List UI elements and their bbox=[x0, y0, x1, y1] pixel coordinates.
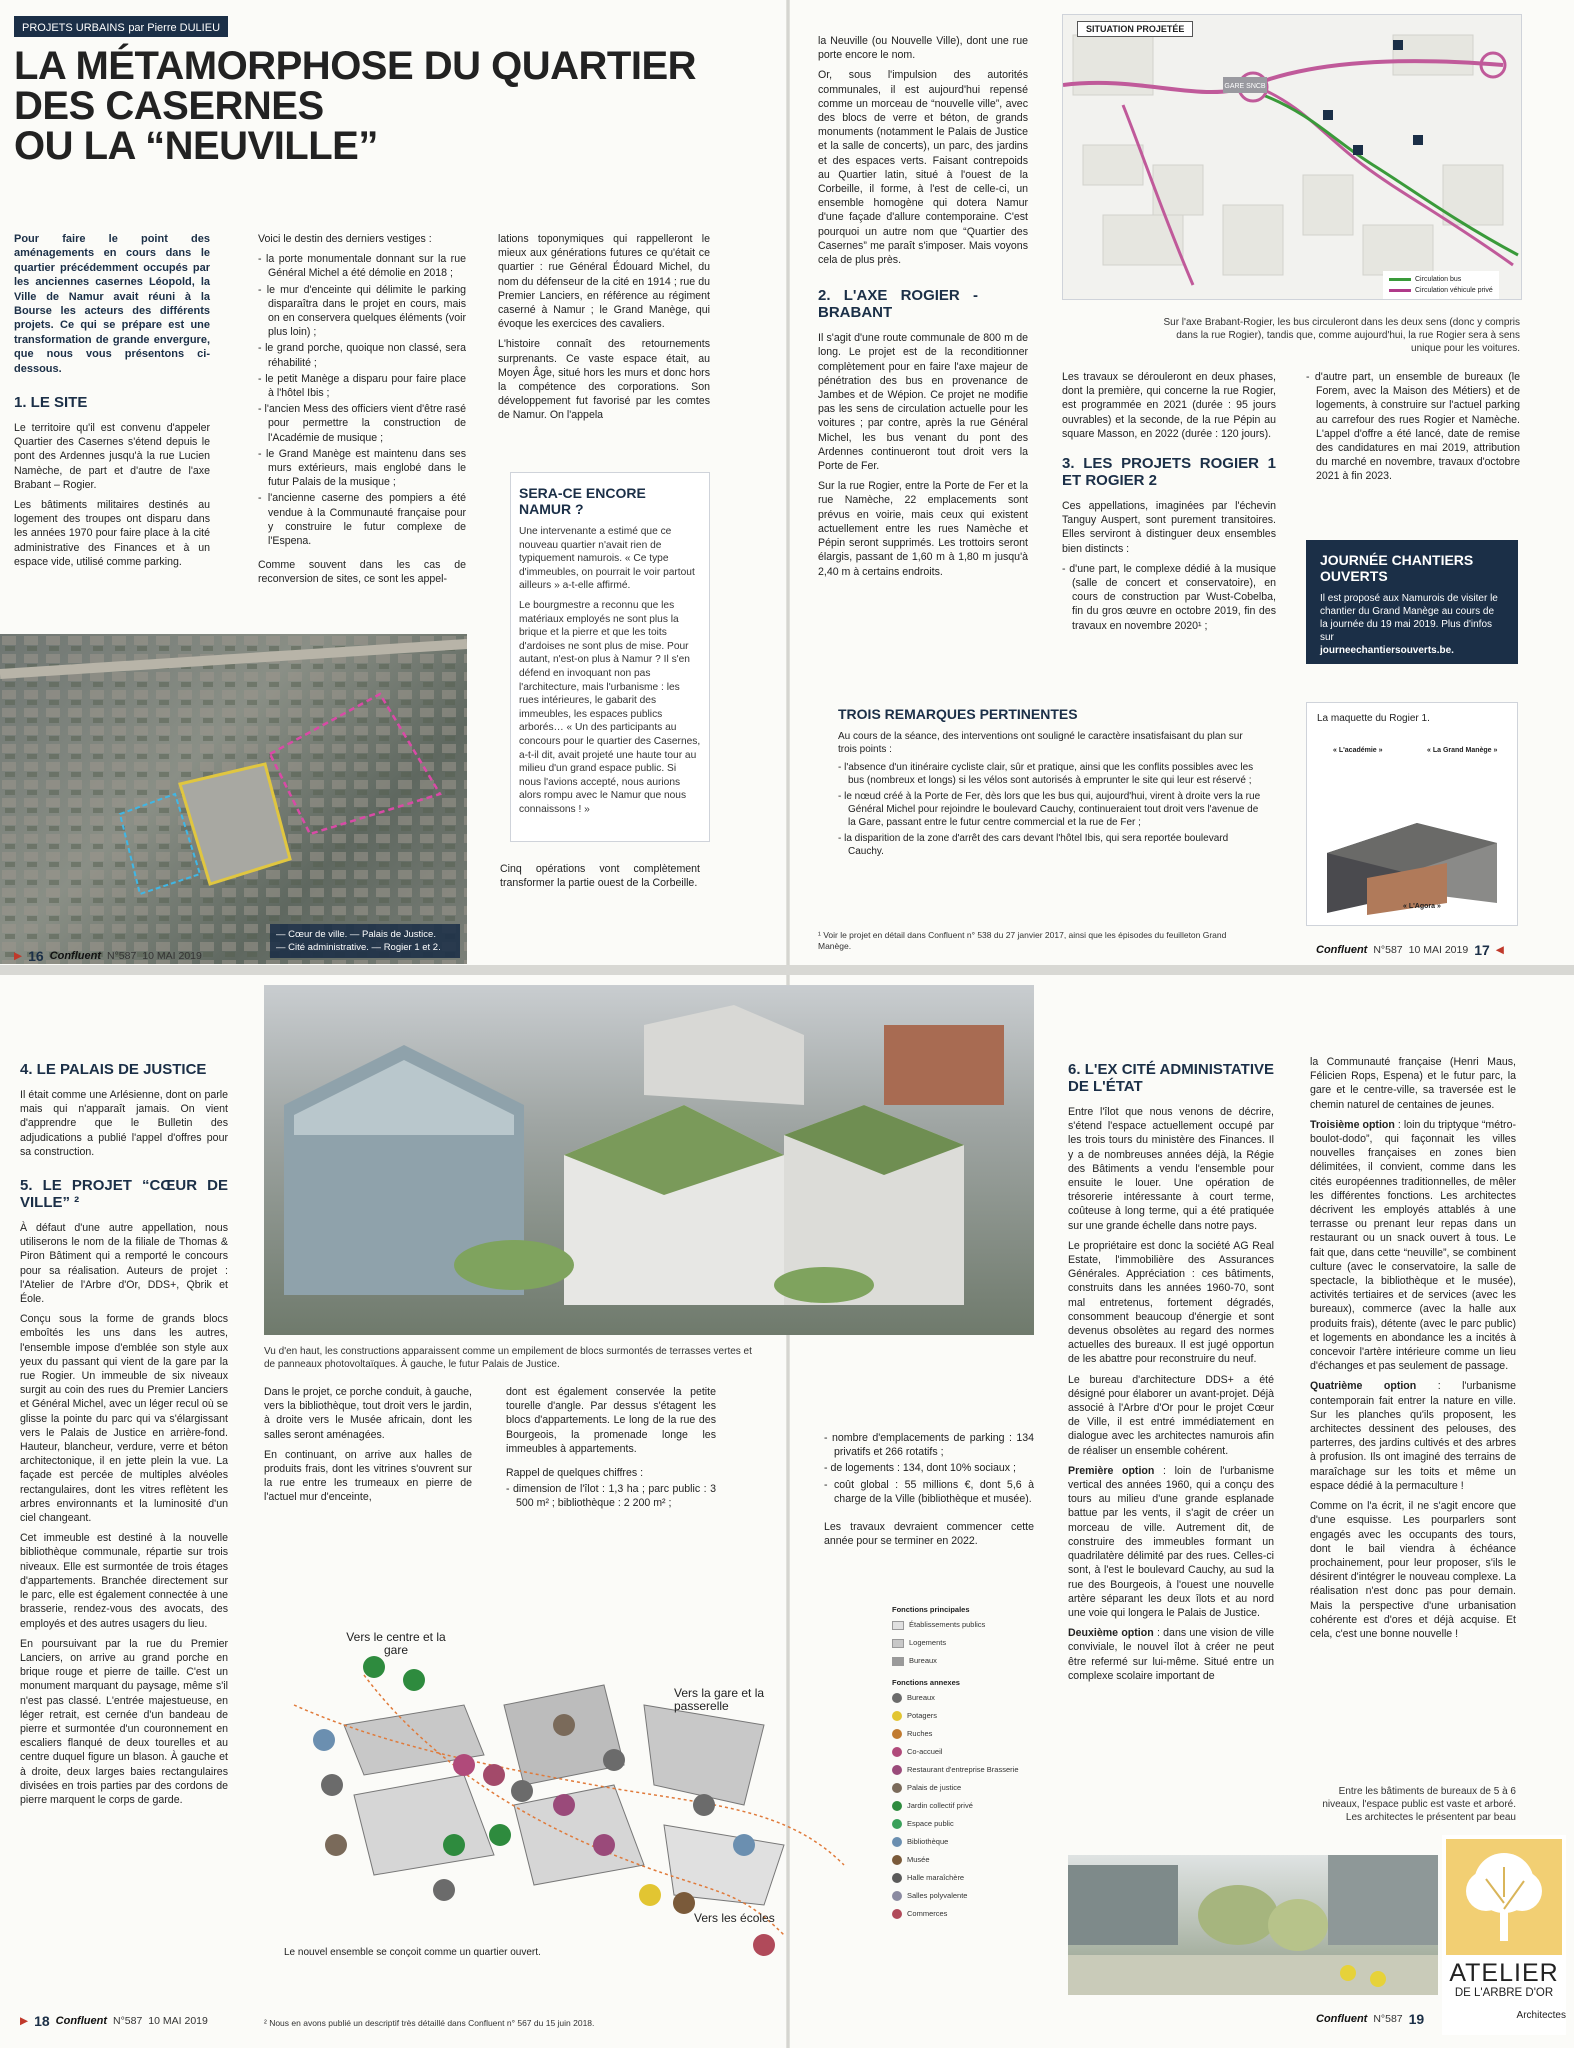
section-6-title: 6. L'EX CITÉ ADMINISTATIVE DE L'ÉTAT bbox=[1068, 1061, 1274, 1095]
paragraph: Le propriétaire est donc la société AG Real Estate, l'immobilière des Assurances Générales. Appréciation : ces bâtiments, construits dans les années 1960-70, sont mal entretenus, fortement dégradés, consomment beaucoup d'énergie et sont devenus obsolètes au regard des normes actuelles des bureaux. Il est jugé opportun de les abattre pour reconstruire du neuf. bbox=[1068, 1239, 1274, 1366]
p17-folio bbox=[1316, 942, 1504, 958]
p16-folio bbox=[14, 948, 202, 964]
issue-number: N°587 bbox=[106, 950, 137, 962]
legend-item: Logements bbox=[909, 1638, 947, 1647]
list-item: - le Grand Manège est maintenu dans ses murs extérieurs, mais englobé dans le futur Palais de la musique ; bbox=[258, 447, 466, 490]
option-label: Première option bbox=[1068, 1464, 1155, 1477]
legend-item: Restaurant d'entreprise Brasserie bbox=[907, 1765, 1019, 1774]
vestiges-list bbox=[258, 252, 466, 548]
legend-title: Fonctions principales bbox=[892, 1605, 970, 1614]
paragraph: Dans le projet, ce porche conduit, à gauche, vers la bibliothèque, tout droit vers le jardin, à droite vers le Musée africain, dont les salles seront aménagées. bbox=[264, 1386, 472, 1441]
issue-number: N°587 bbox=[1373, 944, 1403, 956]
paragraph: Entre l'îlot que nous venons de décrire, s'étend l'espace actuellement occupé par les trois tours du ministère des Finances. Il y a de nombreuses années déjà, la Régie des Bâtiments a vendu l'ensemble pour ensuite le louer. Une opération de trésorerie intéressante à court terme, coûteuse à long terme, qui a été pratiquée sur une grande échelle dans notre pays. bbox=[1068, 1106, 1274, 1232]
list-item: - l'ancienne caserne des pompiers a été vendue à la Communauté française pour y construire le futur complexe de l'Espena. bbox=[258, 491, 466, 548]
legend-bus: Circulation bus bbox=[1415, 276, 1462, 283]
option-label: Quatrième option bbox=[1310, 1380, 1417, 1393]
p17-column-4 bbox=[1306, 370, 1520, 486]
box-text: Il est proposé aux Namurois de visiter le chantier du Grand Manège au cours de la journée du 19 mai 2019. Plus d'infos sur bbox=[1320, 593, 1498, 643]
p19-column-1 bbox=[1068, 1055, 1274, 1689]
magazine-logo: Confluent bbox=[1316, 944, 1368, 956]
plan-legend bbox=[892, 1605, 1019, 1923]
byline: par Pierre DULIEU bbox=[128, 22, 221, 34]
title-line-1: LA MÉTAMORPHOSE DU QUARTIER bbox=[14, 44, 697, 88]
section-kicker bbox=[14, 16, 228, 37]
paragraph: Le territoire qu'il est convenu d'appeler Quartier des Casernes s'étend depuis le pont des Ardennes jusqu'à la rue Lucien Namèche, de part et d'autre de l'axe Brabant – Rogier. bbox=[14, 422, 210, 491]
list-item: - la disparition de la zone d'arrêt des cars devant l'hôtel Ibis, qui sera reportée boulevard Cauchy. bbox=[838, 832, 1262, 859]
caption-line: — Cité administrative. — Rogier 1 et 2. bbox=[276, 942, 441, 953]
paragraph: Il s'agit d'une route communale de 800 m de long. Le projet est de la reconditionner complètement pour en faire l'axe majeur de pénétration des bus en provenance de Jambes et de Wépion. Ce projet ne modifie pas les sens de circulation actuelle pour les voitures ; par contre, après la rue Général Michel, les bus venant du pont des Ardennes continueront tout droit vers la Porte de Fer. bbox=[818, 332, 1028, 473]
magazine-logo: Confluent bbox=[49, 950, 101, 962]
public-space-drawing bbox=[1068, 1855, 1438, 1995]
p18-column-3 bbox=[506, 1385, 716, 1513]
list-item: - le nœud créé à la Porte de Fer, dès lors que les bus qui, aujourd'hui, virent à droite vers la rue Général Michel pour rejoindre le boulevard Cauchy, continueraient tout droit vers l'avenue de la Gare, passant entre le futur centre commercial et la rue de Fer ; bbox=[838, 790, 1262, 830]
paragraph: dont est également conservée la petite tourelle d'angle. Par dessus s'étagent les blocs d'appartements. Le long de la rue des Bourgeois, la promenade longe les immeubles à appartements. bbox=[506, 1386, 716, 1455]
paragraph: Comme on l'a écrit, il ne s'agit encore que d'une esquisse. Les pourparlers sont engagés avec les occupants des tours, dont le bail viendra à échéance prochainement, pour leur proposer, s'ils le désirent d'intégrer le nouveau complexe. La réalisation n'est donc pas pour demain. Mais la perspective d'une urbanisation cohérente est d'ores et déjà acquise. Et cela, c'est une bonne nouvelle ! bbox=[1310, 1500, 1516, 1640]
legend-item: Co-accueil bbox=[907, 1747, 943, 1756]
remarques-intro: Au cours de la séance, des interventions ont souligné le caractère insatisfaisant du plan sur trois points : bbox=[838, 731, 1243, 756]
architect-ad bbox=[1442, 1835, 1566, 2035]
p19-folio bbox=[1316, 2011, 1424, 2027]
p18-column-1 bbox=[20, 1055, 228, 1813]
ad-subtitle: Architectes bbox=[1516, 2010, 1566, 2021]
list-item: - le mur d'enceinte qui délimite le parking disparaîtra dans le projet en cours, mais on en conservera quelques éléments (voir plus loin) ; bbox=[258, 283, 466, 340]
footnote: ¹ Voir le projet en détail dans Confluent n° 538 du 27 janvier 2017, ainsi que les épisodes du feuilleton Grand Manège. bbox=[818, 930, 1227, 951]
legend-title: Fonctions annexes bbox=[892, 1678, 960, 1687]
sidebar-paragraph: Une intervenante a estimé que ce nouveau quartier n'avait rien de typiquement namurois. « Ce type d'immeubles, on pourrait le voir partout ailleurs » a-t-elle affirmé. bbox=[519, 526, 695, 592]
plan-label-gare: Vers la gare et la passerelle bbox=[674, 1686, 765, 1713]
legend-item: Bureaux bbox=[907, 1693, 935, 1702]
sidebar-paragraph: Le bourgmestre a reconnu que les matériaux employés ne sont plus la brique et la pierre et que les toits d'ardoises ne sont plus de mise. Pour autant, n'est-on plus à Namur ? Il s'en défend en invoquant non pas l'architecture, mais l'urbanisme : les rues intérieures, le gabarit des immeubles, les espaces publics arborés… « Un des participants au concours pour le quartier des Casernes, a-t-il dit, avait projeté une haute tour au milieu d'un grand espace public. Si nous l'avions accepté, nous aurions alors rompu avec le Namur que nous connaissons ! » bbox=[519, 599, 701, 815]
p16-column-2 bbox=[258, 232, 466, 593]
section-4-title: 4. LE PALAIS DE JUSTICE bbox=[20, 1061, 207, 1078]
paragraph: Il était comme une Arlésienne, dont on parle mais qui n'apparaît jamais. On vient d'apprendre que le Bulletin des adjudications a publié l'appel d'offres pour sa construction. bbox=[20, 1089, 228, 1158]
section-2-title: 2. L'AXE ROGIER - BRABANT bbox=[818, 287, 978, 322]
page-number: 18 bbox=[34, 2013, 50, 2029]
legend-car: Circulation véhicule privé bbox=[1415, 287, 1493, 294]
page-number: 19 bbox=[1408, 2011, 1425, 2027]
magazine-logo: Confluent bbox=[1316, 2013, 1368, 2025]
issue-date: 10 MAI 2019 bbox=[148, 2015, 208, 2027]
box-link[interactable]: journeechantiersouverts.be. bbox=[1320, 645, 1454, 656]
list-item: - l'ancien Mess des officiers vient d'être rasé pour permettre la construction de l'Académie de musique ; bbox=[258, 402, 466, 445]
legend-item: Ruches bbox=[907, 1729, 933, 1738]
paragraph: Or, sous l'impulsion des autorités communales, il est aujourd'hui repensé comme un morceau de “nouvelle ville”, avec des blocs de verre et béton, de grands monuments (notamment le Palais de Justice et la salle de concerts), un parc, des jardins et des espaces verts. Faisant contrepoids au Quartier latin, situé à l'ouest de la Corbeille, il forme, à l'est de celle-ci, un ensemble homogène qui dotera Namur d'une façade d'allure contemporaine. C'est pourquoi un autre nom que “Quartier des Casernes” me paraît s'imposer. Mais voyons cela de plus près. bbox=[818, 69, 1028, 267]
issue-date: 10 MAI 2019 bbox=[1408, 944, 1469, 956]
legend-item: Espace public bbox=[907, 1819, 954, 1828]
page-number: 16 bbox=[28, 948, 44, 964]
list-item: - l'absence d'un itinéraire cycliste clair, sûr et pratique, ainsi que les conflits possibles avec les bus (nombreux et longs) si les vélos sont autorisés à emprunter le site qui leur est réservé ; bbox=[838, 761, 1262, 788]
paragraph: Les travaux devraient commencer cette année pour se terminer en 2022. bbox=[824, 1521, 1034, 1548]
sidebar-title: SERA-CE ENCORE NAMUR ? bbox=[519, 485, 646, 517]
site-plan bbox=[264, 1605, 1019, 1995]
section-3-title: 3. LES PROJETS ROGIER 1 ET ROGIER 2 bbox=[1062, 455, 1276, 490]
paragraph: Voici le destin des derniers vestiges : bbox=[258, 233, 432, 245]
paragraph: Les travaux se dérouleront en deux phases, dont la première, qui concerne la rue Rogier, est programmée en 2021 (durée : 95 jours ouvrables) et la seconde, de la rue Pépin au square Masson, en 2022 (durée : 120 jours). bbox=[1062, 371, 1276, 440]
plan-caption: Le nouvel ensemble se conçoit comme un quartier ouvert. bbox=[284, 1947, 541, 1958]
rogier-list-2 bbox=[1306, 370, 1520, 484]
paragraph: Le bureau d'architecture DDS+ a été désigné pour élaborer un avant-projet. Déjà associé à l'Arbre d'Or pour le projet Cœur de Ville, il est entré immédiatement en dialogue avec les architectes namurois afin de réaliser un ensemble cohérent. bbox=[1068, 1373, 1274, 1457]
maquette-label: « L'académie » bbox=[1333, 747, 1383, 754]
chantiers-ouverts-box bbox=[1306, 540, 1518, 664]
station-label: GARE SNCB bbox=[1224, 83, 1266, 90]
paragraph: la Communauté française (Henri Maus, Félicien Rops, Espena) et le futur parc, la gare et le centre-ville, sa traversée est le chemin naturel de centaines de jeunes. bbox=[1310, 1056, 1516, 1111]
p17-column-3 bbox=[1062, 370, 1276, 635]
option-text: : l'urbanisme contemporain fait entrer la nature en ville. Sur les planches qu'ils proposent, les architectes dessinent des pelouses, des parterres, des jardins cultivés et des arbres à profusion. Ils ont imaginé des terrains de maraîchage sur les toits et même un espace dédié à la permaculture ! bbox=[1310, 1380, 1517, 1492]
p17-column-1 bbox=[818, 34, 1028, 585]
legend-item: Établissements publics bbox=[909, 1620, 986, 1629]
list-item: - la porte monumentale donnant sur la rue Général Michel a été démolie en 2018 ; bbox=[258, 252, 466, 280]
list-item: - le petit Manège a disparu pour faire place à l'hôtel Ibis ; bbox=[258, 372, 466, 400]
p16-column-1 bbox=[14, 232, 210, 575]
p16-closing bbox=[500, 862, 700, 896]
list-item: - d'autre part, un ensemble de bureaux (le Forem, avec la Maison des Métiers) et de logements, à construire sur l'actuel parking au carrefour des rues Rogier et Namèche. L'appel d'offre a été lancé, date de remise des candidatures en mai 2019, attribution du marché en novembre, travaux d'octobre 2021 à fin 2023. bbox=[1306, 370, 1520, 484]
footnote: ² Nous en avons publié un descriptif très détaillé dans Confluent n° 567 du 15 juin 2018. bbox=[264, 2018, 595, 2028]
paragraph: la Neuville (ou Nouvelle Ville), dont une rue porte encore le nom. bbox=[818, 35, 1028, 62]
paragraph: Sur la rue Rogier, entre la Porte de Fer et la rue Namèche, 22 emplacements sont prévus en voirie, mais ceux qui existent actuellement entre les rues Namèche et Pépin seront supprimés. Les trottoirs seront élargis, passant de 1,60 m à 1,80 m jusqu'à 2,40 m à certains endroits. bbox=[818, 480, 1028, 578]
spread-pages-18-19 bbox=[0, 975, 1574, 2048]
section-1-title: 1. LE SITE bbox=[14, 394, 88, 412]
ad-name: ATELIER bbox=[1449, 1959, 1559, 1987]
map-legend bbox=[1383, 271, 1499, 299]
kicker-label: PROJETS URBAINS bbox=[22, 22, 125, 34]
list-item: - d'une part, le complexe dédié à la musique (salle de concert et conservatoire), en cours de construction par Wust-Cobelba, fin du gros œuvre en octobre 2019, fin des travaux en novembre 2020¹ ; bbox=[1062, 562, 1276, 633]
legend-item: Bureaux bbox=[909, 1656, 937, 1665]
render-drawing bbox=[264, 985, 1034, 1335]
list-item: - le grand porche, quoique non classé, sera réhabilité ; bbox=[258, 341, 466, 369]
legend-item: Potagers bbox=[907, 1711, 938, 1720]
p19-column-2 bbox=[1310, 1055, 1516, 1647]
option-label: Deuxième option bbox=[1068, 1627, 1154, 1640]
legend-item: Jardin collectif privé bbox=[907, 1801, 973, 1810]
photo-caption: Entre les bâtiments de bureaux de 5 à 6 niveaux, l'espace public est vaste et arboré. Les architectes le présentent par beau bbox=[1322, 1786, 1516, 1823]
folio-arrow-icon: ◀ bbox=[1495, 944, 1504, 956]
paragraph: En continuant, on arrive aux halles de produits frais, dont les vitrines s'ouvrent sur la rue entre les trumeaux en pierre de l'actuel mur d'enceinte, bbox=[264, 1448, 472, 1504]
map-title: SITUATION PROJETÉE bbox=[1077, 21, 1193, 37]
list-item: - coût global : 55 millions €, dont 5,6 à charge de la Ville (bibliothèque et musée). bbox=[824, 1478, 1034, 1506]
issue-number: N°587 bbox=[112, 2015, 143, 2027]
maquette-label: « La Grand Manège » bbox=[1427, 747, 1498, 754]
p18-column-2 bbox=[264, 1385, 472, 1511]
paragraph: Ces appellations, imaginées par l'échevin Tanguy Auspert, sont purement transitoires. Elles serviront à distinguer deux ensembles bien distincts : bbox=[1062, 500, 1276, 555]
maquette-figure bbox=[1306, 702, 1518, 926]
rogier-list bbox=[1062, 562, 1276, 633]
folio-arrow-icon: ▶ bbox=[14, 950, 23, 962]
legend-item: Salles polyvalente bbox=[907, 1891, 968, 1900]
option-label: Troisième option bbox=[1310, 1118, 1395, 1131]
legend-item: Musée bbox=[907, 1855, 930, 1864]
tree-icon bbox=[1446, 1839, 1562, 1955]
magazine-logo: Confluent bbox=[55, 2015, 107, 2027]
paragraph: À défaut d'une autre appellation, nous utiliserons le nom de la filiale de Thomas & Piron Bâtiment qui a remporté le concours pour sa réalisation. Auteurs de projet : l'Atelier de l'Arbre d'Or, DDS+, Qbrik et Éole. bbox=[20, 1222, 228, 1306]
remarques-box bbox=[838, 706, 1262, 861]
paragraph: Cinq opérations vont complètement transformer la partie ouest de la Corbeille. bbox=[500, 863, 700, 890]
legend-item: Commerces bbox=[907, 1909, 948, 1918]
plan-label-centre: Vers le centre et la gare bbox=[346, 1630, 446, 1657]
list-item: - dimension de l'îlot : 1,3 ha ; parc public : 3 500 m² ; bibliothèque : 2 200 m² ; bbox=[506, 1482, 716, 1510]
title-line-2: DES CASERNES bbox=[14, 84, 324, 128]
ad-name: DE L'ARBRE D'OR bbox=[1454, 1987, 1554, 1999]
public-space-photo bbox=[1068, 1855, 1438, 1995]
option-text: : dans une vision de ville conviviale, le nouvel îlot à créer ne peut être refermé sur lui-même. Situé entre un complexe scolaire important de bbox=[1068, 1627, 1274, 1682]
map-drawing bbox=[1063, 15, 1522, 300]
section-5-title: 5. LE PROJET “CŒUR DE VILLE” ² bbox=[20, 1177, 228, 1212]
spread-pages-16-17 bbox=[0, 0, 1574, 965]
legend-item: Halle maraîchère bbox=[907, 1873, 965, 1882]
p18-folio bbox=[20, 2013, 208, 2029]
aerial-render-photo bbox=[264, 985, 1034, 1335]
chiffres-list-2 bbox=[824, 1431, 1034, 1506]
remarques-title: TROIS REMARQUES PERTINENTES bbox=[838, 706, 1078, 722]
lead-paragraph: Pour faire le point des aménagements en cours dans le quartier précédemment occupés par les anciennes casernes Léopold, la Ville de Namur avait réuni à la Bourse les acteurs des différents projets. Ce qui se prépare est une transformation de grande envergure, que nous vous présentons ci-dessous. bbox=[14, 233, 210, 375]
folio-arrow-icon: ▶ bbox=[20, 2015, 29, 2027]
page-number: 17 bbox=[1474, 942, 1490, 958]
issue-date: 10 MAI 2019 bbox=[142, 950, 202, 962]
box-title: JOURNÉE CHANTIERS OUVERTS bbox=[1320, 552, 1474, 584]
title-line-3: OU LA “NEUVILLE” bbox=[14, 124, 378, 168]
paragraph: Les bâtiments militaires destinés au logement des troupes ont disparu dans les années 1970 pour faire place à la cité administrative des Finances et à un espace vide, utilisé comme parking. bbox=[14, 499, 210, 568]
gutter bbox=[786, 0, 790, 965]
list-item: - nombre d'emplacements de parking : 134 privatifs et 266 rotatifs ; bbox=[824, 1431, 1034, 1459]
paragraph: lations toponymiques qui rappelleront le mieux aux générations futures ce qu'était ce quartier : rue Général Édouard Michel, du nom du défenseur de la cité en 1914 ; rue du Premier Lanciers, en référence au régiment caserné à Namur ; le Grand Manège, qui évoque les exercices des cavaliers. bbox=[498, 233, 710, 331]
legend-item: Palais de justice bbox=[907, 1783, 962, 1792]
paragraph: Cet immeuble est destiné à la nouvelle bibliothèque communale, répartie sur trois niveaux. Elle est surmontée de trois étages d'appartements. Branchée directement sur le parc, elle est également connectée à une brasserie, rendez-vous des avocats, des employés et des autres usagers du lieu. bbox=[20, 1532, 228, 1630]
tree-logo bbox=[1446, 1839, 1562, 1955]
paragraph: En poursuivant par la rue du Premier Lanciers, on arrive au grand porche en brique rouge et pierre de taille. C'est un monument marquant du paysage, même s'il n'est pas classé. L'entrée majestueuse, en léger retrait, est cernée d'un bandeau de pierre et surmontée d'un couronnement en escaliers flanqué de deux tourelles et au centre duquel figure un blason. À gauche et à droite, deux larges baies rectangulaires divisées en trois parties par des cordons de pierre marquent le corps de garde. bbox=[20, 1637, 228, 1806]
paragraph: Conçu sous la forme de grands blocs emboîtés les uns dans les autres, l'ensemble impose d'emblée son style aux yeux du passant qui vient de la gare par la rue Rogier. Un immeuble de six niveaux surgit au coin des rues du Premier Lanciers et Général Michel, avec un léger recul où se glisse la pointe du parc qui va s'élargissant vers le Palais de Justice en arrière-fond. Hauteur, blancheur, verdure, verre et béton architectonique, il en jette plein la vue. La façade est percée de multiples alvéoles rectangulaires, dont les vitres reflètent les arbres environnants et la luminosité d'un ciel changeant. bbox=[20, 1313, 228, 1525]
plan-label-ecoles: Vers les écoles bbox=[694, 1911, 775, 1925]
paragraph: Comme souvent dans les cas de reconversion de sites, ce sont les appel- bbox=[258, 559, 466, 586]
paragraph: L'histoire connaît des retournements surprenants. Ce vaste espace était, au Moyen Âge, situé hors les murs et donc hors la compétence des corporations. Son développement fut favorisé par les comtes de Namur. On l'appela bbox=[498, 338, 710, 422]
maquette-label: « L'Agora » bbox=[1403, 903, 1441, 910]
sidebar-namur bbox=[510, 472, 710, 842]
remarques-list bbox=[838, 761, 1262, 859]
aerial-photo bbox=[0, 634, 467, 964]
aerial-overlay bbox=[0, 634, 467, 964]
traffic-map bbox=[1062, 14, 1522, 300]
photo-caption bbox=[270, 924, 460, 958]
issue-number: N°587 bbox=[1373, 2013, 1403, 2025]
map-caption: Sur l'axe Brabant-Rogier, les bus circuleront dans les deux sens (donc y compris dans la rue Rogier), tandis que, comme aujourd'hui, la rue Rogier sera à sens unique pour les voitures. bbox=[1163, 317, 1520, 354]
maquette-caption: La maquette du Rogier 1. bbox=[1317, 713, 1430, 724]
p16-column-3 bbox=[498, 232, 710, 429]
option-text: : loin du triptyque “métro-boulot-dodo”, qui façonnait les villes nouvelles françaises en zones bien délimitées, il convient, comme dans les cités européennes traditionnelles, de mêler les différentes fonctions. Les architectes décrivent les employés attablés à une terrasse ou prenant leur repas dans un restaurant ou un snack ouvert à tous. Le fait que, dans cette “neuville”, se combinent culture (avec le conservatoire, la salle de spectacle, la bibliothèque et le musée), activités tertiaires et de services (avec les bureaux), commerce (avec la halle aux produits frais), détente (avec le parc public) et logements en abondance les a incités à concevoir l'artère intérieure comme un lieu d'échanges et pas seulement de passage. bbox=[1310, 1118, 1517, 1373]
p18-column-4 bbox=[824, 1431, 1034, 1554]
caption-line: — Cœur de ville. — Palais de Justice. bbox=[276, 929, 436, 940]
photo-caption: Vu d'en haut, les constructions apparaissent comme un empilement de blocs surmontés de terrasses vertes et de panneaux photovoltaïques. À gauche, le futur Palais de Justice. bbox=[264, 1346, 752, 1370]
maquette-drawing bbox=[1307, 703, 1519, 927]
article-title bbox=[14, 46, 754, 166]
legend-item: Bibliothèque bbox=[907, 1837, 949, 1846]
chiffres-list bbox=[506, 1482, 716, 1510]
option-text: : loin de l'urbanisme vertical des années 1960, qui a conçu des tours au milieu d'une grande esplanade battue par les vents, il s'agit de créer un morceau de ville. Autrement dit, de construire des immeubles formant un quadrilatère délimité par des rues. Celles-ci sont, à l'est le boulevard Cauchy, au sud la rue des Bourgeois, à l'ouest une nouvelle artère séparant les deux îlots et au nord une voie qui longera le Palais de Justice. bbox=[1068, 1464, 1274, 1619]
list-item: - de logements : 134, dont 10% sociaux ; bbox=[824, 1461, 1034, 1475]
paragraph: Rappel de quelques chiffres : bbox=[506, 1467, 644, 1480]
